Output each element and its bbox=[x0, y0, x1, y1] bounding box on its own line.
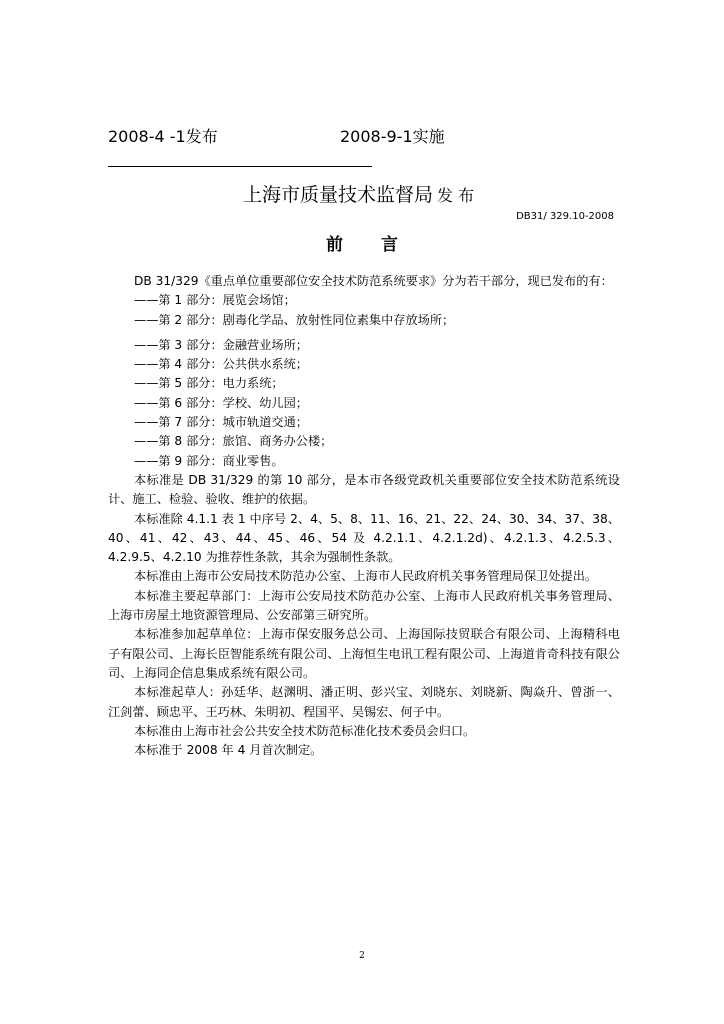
publish-date: 2008-4 -1发布 bbox=[108, 127, 218, 146]
list-item: ——第 7 部分：城市轨道交通； bbox=[134, 415, 308, 430]
paragraph: 本标准由上海市公安局技术防范办公室、上海市人民政府机关事务管理局保卫处提出。 bbox=[134, 569, 598, 584]
intro-paragraph: DB 31/329《重点单位重要部位安全技术防范系统要求》分为若干部分，现已发布的有： bbox=[134, 274, 613, 288]
issuer-name: 上海市质量技术监督局 bbox=[243, 184, 434, 206]
document-number: DB31/ 329.10-2008 bbox=[516, 211, 614, 222]
paragraph: 本标准由上海市社会公共安全技术防范标准化技术委员会归口。 bbox=[134, 723, 476, 738]
paragraph: 本标准起草人：孙廷华、赵渊明、潘正明、彭兴宝、刘晓东、刘晓新、陶焱升、曾浙一、江剑蕾、顾忠平、王巧林、朱明初、程国平、吴锡宏、何子中。 bbox=[108, 685, 620, 719]
list-item: ——第 1 部分：展览会场馆； bbox=[134, 293, 296, 308]
list-item: ——第 2 部分：剧毒化学品、放射性同位素集中存放场所； bbox=[134, 312, 455, 327]
implement-date: 2008-9-1实施 bbox=[340, 127, 445, 146]
list-item: ——第 8 部分：旅馆、商务办公楼； bbox=[134, 434, 333, 449]
paragraph: 本标准参加起草单位：上海市保安服务总公司、上海国际技贸联合有限公司、上海精科电子有限公司、上海长臣智能系统有限公司、上海恒生电讯工程有限公司、上海道肯奇科技有限公司、上海同企信息集成系统有限公司。 bbox=[108, 627, 620, 680]
header-divider bbox=[108, 166, 372, 167]
issuer bbox=[243, 180, 474, 207]
paragraph: 本标准除 4.1.1 表 1 中序号 2、4、5、8、11、16、21、22、24、30、34、37、38、40、41、42、43、44、45、46、54 及 4.2.1.1、4.2.1.2d)、4.2.1.3、4.2.5.3、4.2.9.5、4.2.10 为推荐性条款，其余为强制性条款。 bbox=[108, 511, 620, 565]
list-item: ——第 3 部分：金融营业场所； bbox=[134, 337, 308, 352]
issuer-suffix: 发 布 bbox=[437, 186, 475, 205]
list-item: ——第 9 部分：商业零售。 bbox=[134, 453, 284, 468]
page-number: 2 bbox=[359, 951, 365, 961]
list-item: ——第 4 部分：公共供水系统； bbox=[134, 357, 308, 372]
foreword-body bbox=[108, 272, 620, 760]
paragraph: 本标准于 2008 年 4 月首次制定。 bbox=[134, 743, 323, 758]
paragraph: 本标准是 DB 31/329 的第 10 部分，是本市各级党政机关重要部位安全技术防范系统设计、施工、检验、验收、维护的依据。 bbox=[108, 472, 620, 507]
list-item: ——第 5 部分：电力系统； bbox=[134, 376, 284, 391]
list-item: ——第 6 部分：学校、幼儿园； bbox=[134, 395, 308, 410]
paragraph: 本标准主要起草部门：上海市公安局技术防范办公室、上海市人民政府机关事务管理局、上海市房屋土地资源管理局、公安部第三研究所。 bbox=[108, 588, 620, 623]
section-title: 前 言 bbox=[326, 235, 414, 255]
